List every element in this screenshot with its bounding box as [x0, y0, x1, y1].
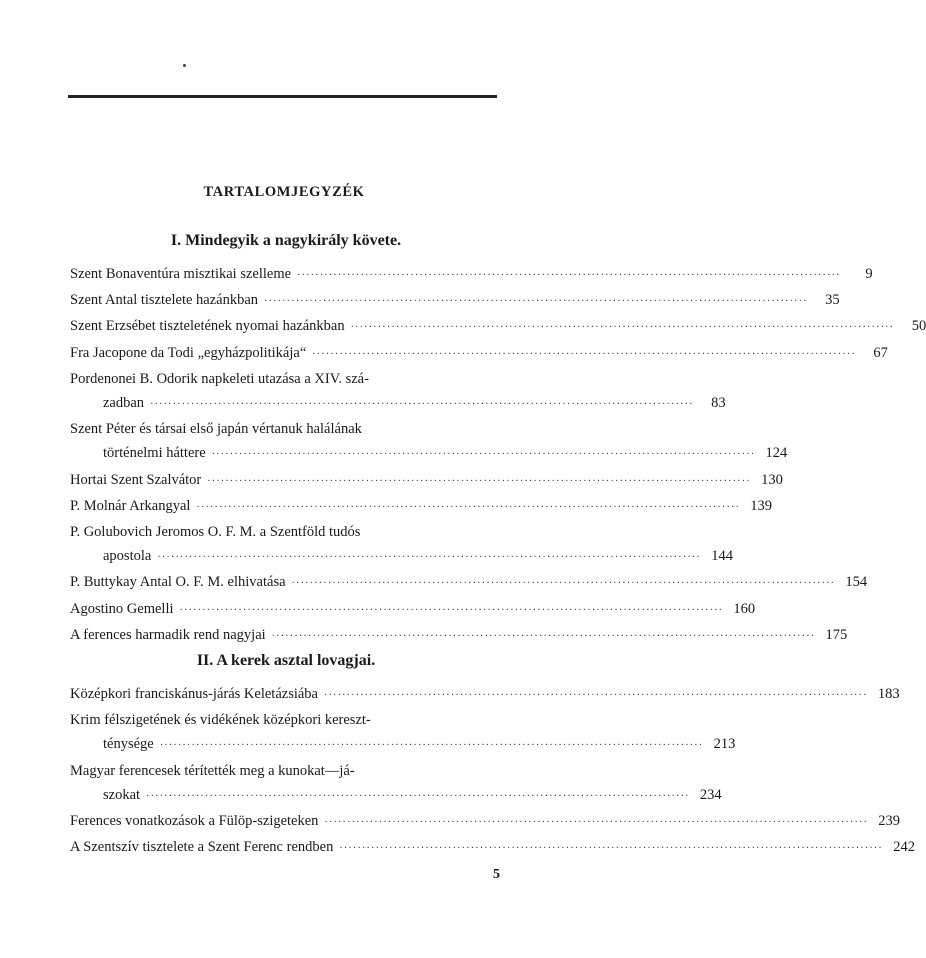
dot-leader: ························································································································	[146, 790, 690, 802]
toc-section-2	[70, 682, 915, 861]
dot-leader: ························································································································	[324, 817, 869, 829]
toc-entry-page: 183	[877, 686, 900, 702]
dot-leader: ························································································································	[207, 475, 751, 487]
toc-entry-page: 67	[873, 344, 888, 361]
toc-entry-title: Krim félszigetének és vidékének középkori kereszt-	[70, 712, 371, 729]
toc-entry-page: 234	[699, 786, 722, 803]
toc-entry-page: 144	[711, 548, 733, 565]
toc-entry-line	[70, 314, 926, 340]
toc-entry-title: Szent Péter és társai első japán vértanuk halálának	[70, 421, 362, 438]
toc-entry-continuation	[70, 391, 726, 417]
toc-entry-page: 50	[911, 318, 926, 335]
toc-entry-title: apostola	[103, 548, 152, 565]
toc-entry-title: Pordenonei B. Odorik napkeleti utazása a XIV. szá-	[70, 370, 369, 387]
dot-leader: ························································································································	[312, 348, 856, 360]
page-title: TARTALOMJEGYZÉK	[203, 184, 365, 200]
toc-entry-title: P. Molnár Arkangyal	[70, 497, 191, 514]
dot-leader: ························································································································	[291, 578, 836, 590]
toc-entry-line	[70, 367, 500, 391]
toc-entry-title: Fra Jacopone da Todi „egyházpolitikája“	[70, 344, 307, 361]
toc-entry-page: 175	[825, 626, 848, 643]
toc-entry-line	[70, 809, 901, 835]
toc-entry-title: A ferences harmadik rend nagyjai	[70, 626, 266, 643]
dot-leader: ························································································································	[271, 630, 816, 642]
toc-entry-continuation	[70, 732, 736, 758]
toc-entry-line	[70, 682, 900, 708]
toc-entry-line	[70, 520, 500, 544]
toc-entry-title: Szent Antal tisztelete hazánkban	[70, 292, 259, 309]
dot-leader: ························································································································	[159, 740, 704, 752]
toc-entry-line	[70, 341, 888, 367]
toc-entry-line	[70, 262, 873, 288]
toc-entry-page: 83	[711, 395, 726, 412]
toc-entry-title: zadban	[103, 395, 145, 412]
top-rule	[68, 95, 497, 98]
toc-entry-continuation	[70, 544, 733, 570]
section-heading-2: II. A kerek asztal lovagjai.	[196, 652, 376, 669]
toc-entry	[70, 288, 840, 314]
toc-entry-title: Hortai Szent Szalvátor	[70, 471, 202, 488]
toc-entry-title: Magyar ferencesek térítették meg a kunokat—já-	[70, 762, 355, 779]
toc-entry-line	[70, 417, 500, 441]
toc-entry-page: 139	[750, 497, 773, 514]
toc-entry-line	[70, 494, 773, 520]
toc-entry-line	[70, 835, 915, 861]
toc-entry	[70, 314, 926, 340]
toc-entry-page: 154	[845, 574, 868, 591]
toc-entry	[70, 597, 756, 623]
toc-entry-line	[70, 759, 500, 783]
dot-leader: ························································································································	[264, 296, 808, 308]
toc-entry-page: 9	[865, 266, 873, 282]
toc-entry-line	[70, 597, 756, 623]
toc-entry-title: A Szentszív tisztelete a Szent Ferenc rendben	[70, 839, 334, 856]
toc-entry	[70, 759, 722, 809]
toc-entry	[70, 468, 783, 494]
dot-leader: ························································································································	[350, 322, 895, 334]
toc-entry-title: P. Buttykay Antal O. F. M. elhivatása	[70, 574, 286, 591]
toc-entry-title: Agostino Gemelli	[70, 600, 174, 617]
toc-entry-page: 242	[893, 839, 915, 856]
toc-entry-title: Szent Erzsébet tiszteletének nyomai hazánkban	[70, 318, 345, 335]
toc-entry	[70, 835, 915, 861]
toc-section-1	[70, 262, 926, 649]
toc-entry	[70, 708, 736, 758]
toc-entry	[70, 494, 773, 520]
toc-entry	[70, 341, 888, 367]
toc-entry-title: Szent Bonaventúra misztikai szelleme	[70, 266, 292, 282]
toc-entry-title: szokat	[103, 786, 141, 803]
toc-entry	[70, 682, 900, 708]
toc-entry-continuation	[70, 441, 788, 467]
toc-entry	[70, 623, 848, 649]
page-number: 5	[493, 867, 500, 882]
dot-leader: ························································································································	[324, 690, 868, 701]
toc-entry-line	[70, 623, 848, 649]
toc-entry-line	[70, 708, 500, 732]
ink-speck	[183, 64, 186, 67]
toc-entry-title: ténysége	[103, 736, 154, 753]
dot-leader: ························································································································	[297, 270, 841, 281]
dot-leader: ························································································································	[196, 501, 741, 513]
toc-entry-page: 160	[733, 600, 756, 617]
dot-leader: ························································································································	[150, 399, 694, 411]
section-heading-1: I. Mindegyik a nagykirály követe.	[170, 232, 402, 249]
dot-leader: ························································································································	[211, 449, 756, 461]
toc-entry-page: 35	[825, 292, 840, 309]
toc-entry-line	[70, 468, 783, 494]
dot-leader: ························································································································	[179, 604, 724, 616]
toc-entry	[70, 570, 868, 596]
toc-entry	[70, 809, 901, 835]
toc-entry-page: 130	[761, 471, 783, 488]
toc-entry	[70, 417, 788, 467]
toc-entry-line	[70, 288, 840, 314]
toc-entry-title: történelmi háttere	[103, 445, 206, 462]
dot-leader: ························································································································	[157, 552, 701, 564]
toc-entry	[70, 367, 726, 417]
toc-entry	[70, 262, 873, 288]
toc-entry-page: 124	[765, 445, 788, 462]
dot-leader: ························································································································	[339, 843, 883, 855]
toc-entry-page: 239	[878, 813, 901, 830]
toc-entry-page: 213	[713, 736, 736, 753]
toc-entry-title: Ferences vonatkozások a Fülöp-szigeteken	[70, 813, 319, 830]
toc-entry-line	[70, 570, 868, 596]
toc-entry-title: Középkori franciskánus-járás Keletázsiába	[70, 686, 318, 702]
toc-entry	[70, 520, 733, 570]
toc-entry-continuation	[70, 783, 722, 809]
toc-entry-title: P. Golubovich Jeromos O. F. M. a Szentföld tudós	[70, 524, 361, 541]
